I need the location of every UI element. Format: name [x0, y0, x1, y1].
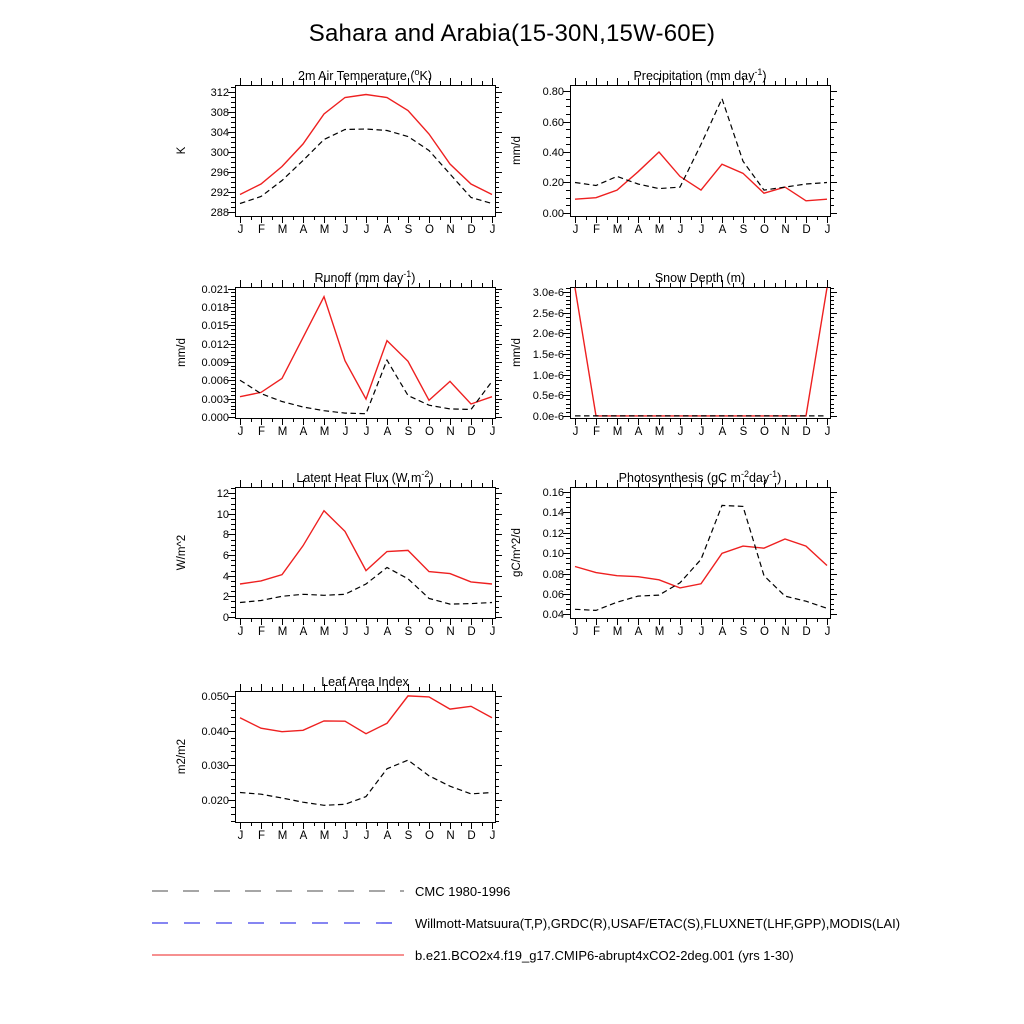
x-tick-label: J	[698, 224, 705, 236]
x-tick-label: J	[698, 626, 705, 638]
axis-labels	[201, 284, 495, 438]
series-model-line	[240, 95, 492, 195]
y-tick-label: 0.015	[201, 320, 229, 332]
x-tick-label: D	[467, 426, 476, 438]
series-obs-line	[240, 129, 492, 204]
y-tick-label: 0.04	[542, 609, 564, 621]
x-tick-label: F	[257, 626, 266, 638]
axis-labels	[543, 487, 831, 638]
x-tick-label: O	[760, 626, 769, 638]
x-tick-label: N	[781, 224, 790, 236]
x-tick-label: F	[257, 426, 266, 438]
x-tick-label: O	[425, 626, 434, 638]
legend-entry-willmott	[150, 916, 900, 930]
x-tick-label: J	[489, 224, 496, 236]
series-model-line	[575, 288, 827, 416]
y-axis-label: W/m^2	[176, 534, 188, 571]
x-tick-label: O	[425, 830, 434, 842]
x-tick-label: A	[299, 626, 308, 638]
panel-title: Leaf Area Index	[321, 675, 409, 689]
x-tick-label: D	[802, 426, 811, 438]
x-tick-label: S	[739, 426, 748, 438]
y-tick-label: 1.5e-6	[532, 349, 564, 361]
y-tick-label: 0.5e-6	[532, 390, 564, 402]
x-tick-label: A	[299, 426, 308, 438]
x-tick-label: J	[489, 426, 496, 438]
panel-title: Runoff (mm day$^{-1}$)	[314, 269, 416, 285]
x-tick-label: J	[677, 224, 684, 236]
x-tick-label: N	[781, 626, 790, 638]
y-tick-label: 12	[216, 488, 229, 500]
x-tick-label: M	[277, 626, 288, 638]
x-tick-label: A	[383, 626, 392, 638]
panel-title: Photosynthesis (gC $m^{-2}day^{-1}$)	[618, 469, 782, 485]
x-tick-label: J	[824, 626, 831, 638]
x-tick-label: M	[277, 830, 288, 842]
legend-label-willmott: Willmott-Matsuura(T,P),GRDC(R),USAF/ETAC(S),FLUXNET(LHF,GPP),MODIS(LAI)	[415, 915, 901, 931]
x-tick-label: M	[319, 830, 330, 842]
x-tick-label: S	[404, 426, 413, 438]
y-tick-label: 0.16	[542, 487, 564, 499]
figure-title: Sahara and Arabia(15-30N,15W-60E)	[308, 20, 716, 47]
x-tick-label: J	[572, 426, 579, 438]
x-tick-label: F	[592, 426, 601, 438]
x-tick-label: J	[342, 830, 349, 842]
axis-labels	[217, 488, 496, 638]
x-tick-label: A	[634, 426, 643, 438]
axis-labels	[211, 87, 496, 236]
y-tick-label: 3.0e-6	[532, 287, 564, 299]
series-model-line	[240, 297, 492, 404]
series-model-line	[240, 511, 492, 584]
series-model-line	[575, 539, 827, 588]
x-tick-label: J	[677, 426, 684, 438]
x-tick-label: M	[319, 224, 330, 236]
x-tick-label: J	[572, 224, 579, 236]
x-tick-label: M	[612, 626, 623, 638]
y-tick-label: 6	[222, 550, 229, 562]
y-tick-label: 0.80	[542, 86, 564, 98]
y-tick-label: 0.20	[542, 177, 564, 189]
axes	[563, 280, 837, 425]
legend-line-solid-red	[150, 950, 406, 960]
x-tick-label: S	[404, 224, 413, 236]
x-tick-label: A	[718, 626, 727, 638]
y-tick-label: 2	[222, 591, 229, 603]
x-tick-label: M	[319, 626, 330, 638]
x-tick-label: D	[467, 830, 476, 842]
y-tick-label: 292	[210, 187, 229, 199]
y-tick-label: 2.5e-6	[532, 308, 564, 320]
y-tick-label: 0	[222, 612, 229, 624]
x-tick-label: O	[760, 224, 769, 236]
x-tick-label: J	[698, 426, 705, 438]
series-obs-line	[240, 568, 492, 605]
series-obs-line	[575, 505, 827, 610]
axes	[563, 480, 837, 625]
panel-title: 2m Air Temperature ($^o$K)	[298, 67, 432, 83]
y-tick-label: 0.006	[201, 375, 229, 387]
series-model-line	[240, 696, 492, 734]
y-tick-label: 0.12	[542, 528, 564, 540]
y-tick-label: 288	[210, 207, 229, 219]
x-tick-label: N	[781, 426, 790, 438]
y-axis-label: mm/d	[511, 136, 523, 165]
x-tick-label: J	[342, 626, 349, 638]
x-tick-label: J	[237, 626, 244, 638]
y-tick-label: 0.08	[542, 569, 564, 581]
panel-latent-heat-flux	[150, 462, 514, 658]
y-axis-label: m2/m2	[176, 738, 188, 775]
y-axis-label: K	[176, 146, 188, 155]
series-obs-line	[575, 99, 827, 190]
y-tick-label: 0.009	[201, 357, 229, 369]
y-tick-label: 0.012	[201, 339, 229, 351]
x-tick-label: F	[592, 626, 601, 638]
x-tick-label: J	[677, 626, 684, 638]
panel-air-temperature-2m	[150, 60, 514, 256]
x-tick-label: N	[446, 626, 455, 638]
y-tick-label: 0.06	[542, 589, 564, 601]
x-tick-label: J	[363, 626, 370, 638]
x-tick-label: A	[299, 224, 308, 236]
y-tick-label: 0.021	[201, 284, 229, 296]
legend-label-model: b.e21.BCO2x4.f19_g17.CMIP6-abrupt4xCO2-2deg.001 (yrs 1-30)	[415, 947, 794, 963]
y-tick-label: 8	[222, 529, 229, 541]
x-tick-label: M	[319, 426, 330, 438]
legend-label-cmc: CMC 1980-1996	[415, 883, 511, 899]
x-tick-label: A	[718, 426, 727, 438]
axes	[228, 280, 502, 425]
y-tick-label: 0.050	[201, 691, 229, 703]
x-tick-label: J	[237, 830, 244, 842]
x-tick-label: D	[467, 626, 476, 638]
y-tick-label: 1.0e-6	[532, 370, 564, 382]
x-tick-label: A	[383, 830, 392, 842]
axis-labels	[543, 86, 831, 236]
axes	[228, 684, 502, 829]
y-tick-label: 296	[210, 167, 229, 179]
x-tick-label: J	[572, 626, 579, 638]
x-tick-label: J	[489, 626, 496, 638]
x-tick-label: A	[634, 224, 643, 236]
y-tick-label: 0.14	[542, 507, 564, 519]
y-tick-label: 308	[210, 107, 229, 119]
panel-leaf-area-index	[150, 666, 514, 862]
x-tick-label: A	[718, 224, 727, 236]
y-axis-label: gC/m^2/d	[511, 528, 523, 577]
y-tick-label: 0.030	[201, 760, 229, 772]
x-tick-label: A	[634, 626, 643, 638]
x-tick-label: J	[824, 426, 831, 438]
y-tick-label: 300	[210, 147, 229, 159]
x-tick-label: A	[299, 830, 308, 842]
y-tick-label: 0.60	[542, 117, 564, 129]
y-tick-label: 0.018	[201, 302, 229, 314]
panel-photosynthesis	[485, 462, 849, 658]
y-tick-label: 0.000	[201, 412, 229, 424]
x-tick-label: J	[237, 224, 244, 236]
axis-labels	[201, 691, 495, 842]
panel-title: Snow Depth (m)	[654, 271, 746, 285]
legend-line-dashed-gray	[150, 886, 406, 896]
x-tick-label: M	[277, 224, 288, 236]
x-tick-label: A	[383, 426, 392, 438]
x-tick-label: J	[363, 426, 370, 438]
x-tick-label: M	[277, 426, 288, 438]
x-tick-label: M	[654, 626, 665, 638]
x-tick-label: M	[612, 224, 623, 236]
panel-runoff	[150, 262, 514, 458]
y-tick-label: 0.020	[201, 795, 229, 807]
x-tick-label: N	[446, 224, 455, 236]
y-tick-label: 0.10	[542, 548, 564, 560]
x-tick-label: N	[446, 830, 455, 842]
legend-entry-model	[150, 948, 794, 962]
x-tick-label: J	[489, 830, 496, 842]
y-tick-label: 312	[210, 87, 229, 99]
x-tick-label: S	[404, 830, 413, 842]
series-obs-line	[240, 760, 492, 805]
y-axis-label: mm/d	[176, 338, 188, 367]
y-tick-label: 0.003	[201, 394, 229, 406]
axes	[228, 480, 502, 625]
x-tick-label: O	[760, 426, 769, 438]
y-tick-label: 2.0e-6	[532, 328, 564, 340]
y-tick-label: 304	[210, 127, 229, 139]
y-tick-label: 0.40	[542, 147, 564, 159]
x-tick-label: S	[739, 224, 748, 236]
x-tick-label: A	[383, 224, 392, 236]
panel-title: Precipitation (mm day$^{-1}$)	[633, 67, 767, 83]
x-tick-label: O	[425, 426, 434, 438]
y-tick-label: 0.00	[542, 208, 564, 220]
series-model-line	[575, 152, 827, 201]
panel-title: Latent Heat Flux (W $m^{-2}$)	[296, 469, 434, 485]
x-tick-label: F	[592, 224, 601, 236]
x-tick-label: M	[612, 426, 623, 438]
panel-snow-depth	[485, 262, 849, 458]
axes	[228, 78, 502, 223]
x-tick-label: D	[802, 224, 811, 236]
x-tick-label: J	[342, 426, 349, 438]
axes	[563, 78, 837, 223]
x-tick-label: S	[404, 626, 413, 638]
x-tick-label: F	[257, 830, 266, 842]
x-tick-label: J	[824, 224, 831, 236]
x-tick-label: M	[654, 426, 665, 438]
panel-precipitation	[485, 60, 849, 256]
x-tick-label: J	[363, 830, 370, 842]
x-tick-label: M	[654, 224, 665, 236]
legend-line-dashed-blue	[150, 918, 406, 928]
y-tick-label: 10	[216, 509, 229, 521]
y-axis-label: mm/d	[511, 338, 523, 367]
x-tick-label: J	[363, 224, 370, 236]
x-tick-label: O	[425, 224, 434, 236]
y-tick-label: 0.0e-6	[532, 411, 564, 423]
x-tick-label: F	[257, 224, 266, 236]
legend-entry-cmc	[150, 884, 510, 898]
y-tick-label: 4	[222, 571, 229, 583]
x-tick-label: D	[467, 224, 476, 236]
x-tick-label: N	[446, 426, 455, 438]
y-tick-label: 0.040	[201, 726, 229, 738]
x-tick-label: S	[739, 626, 748, 638]
x-tick-label: D	[802, 626, 811, 638]
x-tick-label: J	[342, 224, 349, 236]
x-tick-label: J	[237, 426, 244, 438]
